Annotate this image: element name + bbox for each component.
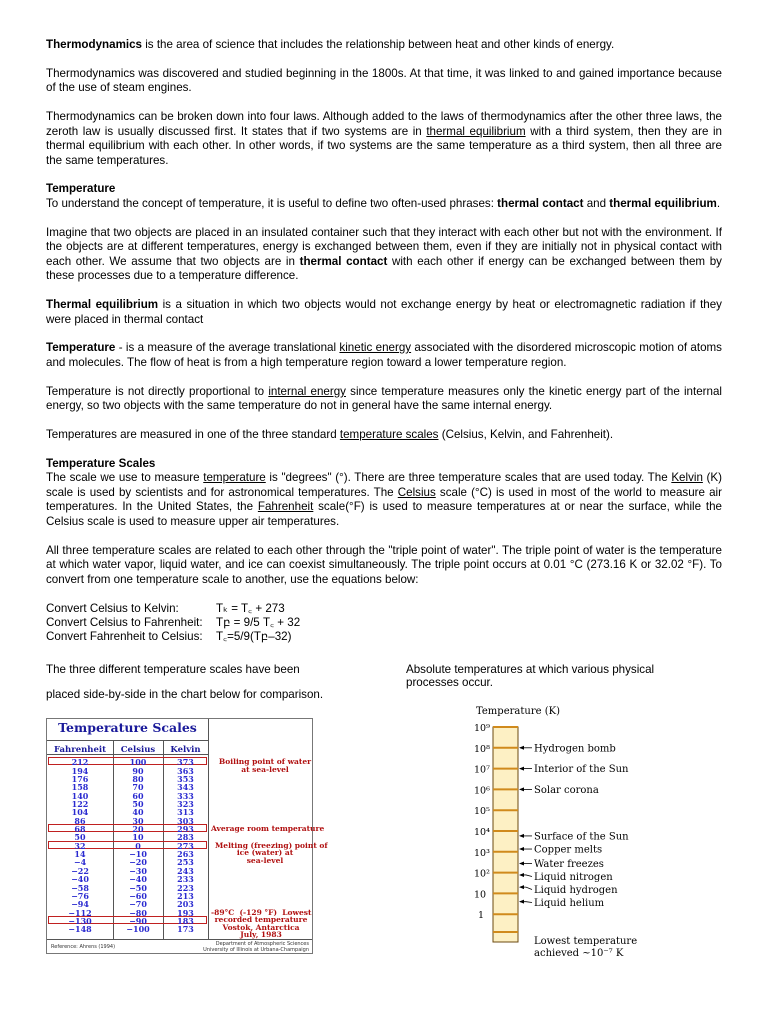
arrow-head-icon	[519, 900, 524, 904]
text-run: All three temperature scales are related to each other through the "triple point of water". The triple point of water is the temperature at which water vapor, liquid water, and ice can coexist simultaneously. The triple point occurs at 0.01 °C (273.16 K or 32.02 °F). To convert from one temperature scale to another, use the equations below:	[46, 543, 722, 586]
conversion-label: Convert Celsius to Kelvin:	[46, 601, 179, 615]
column-header: Fahrenheit	[53, 745, 107, 756]
table-cell: 104	[71, 807, 89, 818]
text-run: Temperature Scales	[46, 457, 156, 470]
table-cell: 0	[135, 840, 141, 851]
chart-title: Temperature (K)	[476, 706, 560, 718]
text-run: associated with the disordered microscopic motion of atoms and molecules. The flow of heat is from a high temperature region toward a lower temperature region.	[46, 341, 722, 369]
link-text[interactable]: temperature	[203, 471, 266, 485]
caption-right: Absolute temperatures at which various physical processes occur.	[406, 663, 655, 690]
arrow-head-icon	[519, 847, 524, 851]
arrow-head-icon	[519, 834, 524, 838]
table-note: Average room temperature	[211, 824, 325, 834]
link-text[interactable]: Kelvin	[671, 471, 703, 485]
table-cell: 323	[177, 799, 194, 810]
section-heading	[46, 182, 722, 196]
link-text[interactable]: thermal equilibrium	[426, 124, 526, 138]
paragraph	[46, 298, 722, 327]
link-text[interactable]: kinetic energy	[339, 341, 412, 355]
paragraph	[46, 428, 722, 442]
text-run: - is a measure of the average translational	[115, 341, 340, 355]
text-run: (K) scale is used by scientists and for astronomical temperatures. The	[46, 471, 722, 499]
tick-label: 10³	[474, 848, 490, 860]
figures-section	[46, 659, 722, 959]
table-cell: −50	[129, 882, 147, 893]
table-cell: −90	[129, 915, 147, 926]
bold-term: Thermodynamics	[46, 38, 142, 51]
table-cell: 203	[177, 899, 194, 910]
table-cell: 20	[132, 824, 144, 835]
paragraph	[46, 110, 722, 168]
text-run: scale (°C) is used in most of the world to measure air temperatures. In the United States, the	[46, 485, 722, 514]
text-run: is a situation in which two objects would not exchange energy by heat or electromagnetic radiation if they were placed in thermal contact	[46, 298, 722, 326]
paragraph	[46, 385, 722, 414]
annotation-label: Surface of the Sun	[534, 831, 629, 843]
tick-label: 10⁹	[474, 723, 490, 735]
table-cell: 14	[74, 849, 86, 860]
table-cell: 213	[177, 890, 194, 901]
table-cell: 158	[71, 782, 89, 793]
chart-footnote: achieved ~10⁻⁷ K	[534, 948, 624, 960]
divider	[208, 719, 209, 939]
table-cell: −30	[129, 865, 147, 876]
bold-term: Thermal equilibrium	[46, 298, 159, 312]
table-cell: −40	[129, 874, 147, 885]
arrow-head-icon	[519, 862, 524, 866]
table-cell: −130	[68, 915, 92, 926]
table-cell: 263	[177, 849, 194, 860]
table-cell: 283	[177, 832, 194, 843]
table-cell: 60	[132, 790, 144, 801]
table-cell: 70	[132, 782, 144, 793]
table-credit: University of Illinois at Urbana-Champaign	[203, 946, 309, 953]
conversion-equations	[46, 602, 722, 645]
column-header: Celsius	[120, 745, 156, 756]
paragraph	[46, 226, 722, 284]
annotation-label: Liquid hydrogen	[534, 885, 618, 897]
text-run: Imagine that two objects are placed in an insulated container such that they interact with each other but not with the environment. If the objects are at different temperatures, energy is exchanged between them, even if they are initially not in physical contact with each other. We assume that two objects are in	[46, 225, 722, 268]
link-text[interactable]: temperature scales	[339, 428, 439, 442]
paragraph	[46, 38, 722, 52]
text-run: Thermodynamics can be broken down into four laws. Although added to the laws of thermodynamics after the other three laws, the zeroth law is usually discussed first. It states that if two systems are in	[46, 110, 722, 138]
table-cell: 303	[177, 815, 194, 826]
table-cell: 90	[132, 765, 144, 776]
annotation-label: Liquid helium	[534, 898, 605, 910]
arrow-head-icon	[519, 885, 524, 889]
paragraph	[46, 471, 722, 529]
table-cell: 50	[74, 832, 86, 843]
table-cell: 353	[177, 773, 194, 784]
table-cell: 100	[129, 757, 147, 768]
table-cell: 30	[132, 815, 144, 826]
table-credit: Department of Atmospheric Sciences	[215, 940, 309, 947]
table-cell: 68	[74, 824, 86, 835]
tick-label: 10⁷	[474, 764, 490, 776]
text-run: with each other if energy can be exchanged between them by these processes due to a temperature difference.	[46, 254, 722, 283]
text-run: .	[716, 196, 721, 210]
annotation-label: Liquid nitrogen	[534, 872, 613, 884]
arrow-head-icon	[519, 767, 524, 771]
table-cell: −20	[129, 857, 147, 868]
paragraph	[46, 544, 722, 587]
annotation-label: Interior of the Sun	[534, 764, 629, 776]
conversion-label: Convert Celsius to Fahrenheit:	[46, 615, 203, 629]
paragraph	[46, 67, 722, 96]
text-run: Thermodynamics was discovered and studied beginning in the 1800s. At that time, it was linked to and gained importance because of the use of steam engines.	[46, 66, 722, 95]
text-run: Temperatures are measured in one of the three standard	[46, 428, 340, 442]
tick-label: 10	[474, 889, 487, 901]
text-run: is the area of science that includes the relationship between heat and other kinds of energy.	[142, 38, 615, 51]
text-run: is "degrees" (°). There are three temperature scales that are used today. The	[265, 471, 672, 485]
arrow-head-icon	[519, 873, 524, 877]
conversion-formula: T꜀=5/9(Tբ–32)	[216, 630, 292, 644]
chart-footnote: Lowest temperature	[534, 936, 638, 948]
paragraph	[46, 341, 722, 370]
table-cell: 212	[71, 757, 89, 768]
table-cell: 140	[71, 790, 89, 801]
table-cell: −22	[71, 865, 89, 876]
caption-left-2: placed side-by-side in the chart below for comparison.	[46, 688, 324, 702]
divider	[47, 740, 208, 741]
caption-left-1: The three different temperature scales have been	[46, 663, 300, 677]
temperature-bar	[493, 727, 518, 942]
table-cell: 86	[74, 815, 86, 826]
table-cell: 40	[132, 807, 144, 818]
text-run: and	[583, 196, 610, 210]
table-cell: −94	[71, 899, 89, 910]
text-run: since temperature measures only the kinetic energy part of the internal energy, so two objects with the same temperature do not in general have the same internal energy.	[46, 384, 722, 413]
table-cell: −4	[73, 857, 87, 868]
annotation-label: Copper melts	[534, 844, 603, 856]
table-cell: 194	[71, 765, 89, 776]
text-run: To understand the concept of temperature, it is useful to define two often-used phrases:	[46, 196, 498, 210]
table-cell: 122	[71, 799, 89, 810]
text-run: The scale we use to measure	[46, 471, 204, 485]
tick-label: 10⁸	[474, 744, 490, 756]
table-cell: −40	[71, 874, 89, 885]
table-cell: 32	[74, 840, 86, 851]
table-cell: 193	[177, 907, 194, 918]
table-cell: 313	[177, 807, 194, 818]
link-text[interactable]: Celsius	[397, 485, 436, 499]
table-cell: −70	[129, 899, 147, 910]
link-text[interactable]: Fahrenheit	[257, 500, 314, 514]
table-cell: 333	[177, 790, 194, 801]
text-run: Temperature	[46, 182, 116, 196]
arrow-head-icon	[519, 746, 524, 750]
table-note: Boiling point of water at sea-level	[218, 757, 312, 774]
table-cell: 293	[177, 824, 194, 835]
table-cell: −100	[126, 924, 150, 935]
annotation-label: Hydrogen bomb	[534, 743, 616, 755]
conversion-formula: Tₖ = T꜀ + 273	[216, 601, 285, 615]
section-heading	[46, 457, 722, 471]
table-cell: 273	[177, 840, 194, 851]
table-cell: 243	[177, 865, 194, 876]
paragraph	[46, 197, 722, 211]
text-run: Temperature is not directly proportional to	[46, 384, 269, 398]
text-run: with a third system, then they are in thermal equilibrium with each other. In other words, if two systems are the same temperature as a third system, then all three are the same temperatures.	[46, 124, 722, 167]
tick-label: 1	[478, 910, 485, 922]
tick-label: 10⁵	[474, 806, 490, 818]
conversion-label: Convert Fahrenheit to Celsius:	[46, 630, 203, 644]
annotation-label: Solar corona	[534, 785, 599, 797]
table-cell: −76	[71, 890, 89, 901]
table-note: Melting (freezing) point of ice (water) at sea-level	[215, 840, 328, 865]
text-run: scale(°F) is used to measure temperatures at or near the surface, while the Celsius scale is used to measure upper air temperatures.	[46, 500, 723, 528]
bold-term: thermal equilibrium	[609, 196, 717, 210]
absolute-temperature-chart	[470, 700, 660, 960]
tick-label: 10⁴	[474, 827, 490, 839]
tick-label: 10²	[474, 868, 490, 880]
table-cell: 363	[177, 765, 194, 776]
link-text[interactable]: internal energy	[268, 384, 346, 398]
annotation-label: Water freezes	[534, 859, 604, 871]
bold-term: Temperature	[46, 341, 116, 355]
table-cell: −10	[129, 849, 147, 860]
table-cell: 183	[177, 915, 194, 926]
table-title: Temperature Scales	[58, 720, 197, 736]
conversion-formula: Tբ = 9/5 T꜀ + 32	[216, 615, 301, 629]
table-cell: 223	[177, 882, 194, 893]
table-cell: −148	[68, 924, 92, 935]
arrow-head-icon	[519, 788, 524, 792]
table-cell: 176	[71, 773, 89, 784]
table-cell: 233	[177, 874, 194, 885]
table-note: -89°C (-129 °F) Lowest recorded temperature Vostok, Antarctica July, 1983	[211, 907, 312, 940]
tick-label: 10⁶	[474, 785, 490, 797]
table-cell: −80	[129, 907, 147, 918]
table-cell: 373	[177, 757, 194, 768]
text-run: (Celsius, Kelvin, and Fahrenheit).	[438, 428, 614, 442]
bold-term: thermal contact	[299, 254, 388, 268]
column-header: Kelvin	[170, 745, 201, 756]
table-cell: 10	[132, 832, 144, 843]
table-cell: 173	[177, 924, 194, 935]
table-cell: 253	[177, 857, 194, 868]
table-cell: 343	[177, 782, 194, 793]
table-cell: −60	[129, 890, 147, 901]
temperature-scales-table	[46, 718, 328, 954]
table-cell: −112	[68, 907, 92, 918]
table-cell: −58	[71, 882, 89, 893]
table-cell: 50	[132, 799, 144, 810]
table-reference: Reference: Ahrens (1994)	[51, 944, 116, 951]
table-cell: 80	[132, 773, 144, 784]
bold-term: thermal contact	[497, 196, 584, 210]
document-body	[46, 38, 722, 959]
paragraphs	[46, 38, 722, 587]
